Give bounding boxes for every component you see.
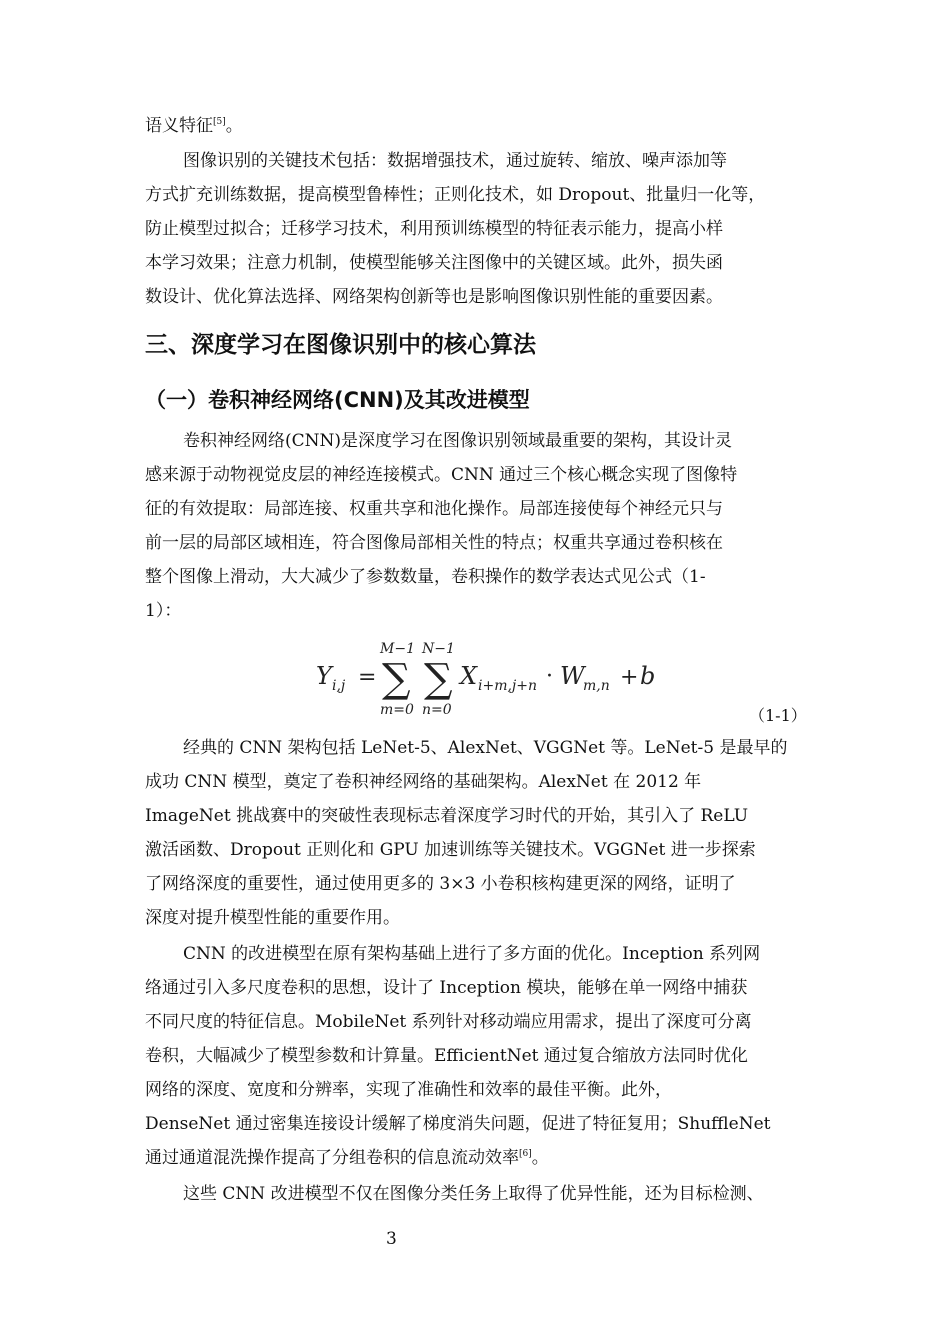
paragraph-line: 防止模型过拟合；迁移学习技术，利用预训练模型的特征表示能力，提高小样 (145, 219, 723, 239)
formula-x: X (460, 662, 478, 690)
text: 语义特征 (145, 116, 213, 136)
formula-b: b (640, 662, 656, 690)
section-heading: 三、深度学习在图像识别中的核心算法 (145, 332, 536, 358)
paragraph-line: 成功 CNN 模型，奠定了卷积神经网络的基础架构。AlexNet 在 2012 年 (145, 772, 702, 792)
sum2-lower: n=0 (422, 702, 452, 718)
sum2-upper: N−1 (422, 641, 455, 657)
subsection-heading: （一）卷积神经网络(CNN)及其改进模型 (145, 388, 530, 412)
formula-equals: = (358, 665, 377, 690)
paragraph-line: 数设计、优化算法选择、网络架构创新等也是影响图像识别性能的重要因素。 (145, 287, 723, 307)
paragraph-line: 方式扩充训练数据，提高模型鲁棒性；正则化技术，如 Dropout、批量归一化等， (145, 185, 766, 205)
paragraph-line: 征的有效提取：局部连接、权重共享和池化操作。局部连接使每个神经元只与 (145, 499, 723, 519)
paragraph-line (145, 114, 243, 138)
paragraph-line: 卷积，大幅减少了模型参数和计算量。EfficientNet 通过复合缩放方法同时优化 (145, 1046, 748, 1066)
formula-w: W (560, 662, 585, 690)
paragraph-line: 激活函数、Dropout 正则化和 GPU 加速训练等关键技术。VGGNet 进一步探索 (145, 840, 756, 860)
paragraph-line: 卷积神经网络(CNN)是深度学习在图像识别领域最重要的架构，其设计灵 (183, 431, 733, 451)
sum1-upper: M−1 (380, 641, 415, 657)
citation-ref: [6] (519, 1149, 532, 1159)
paragraph-line (145, 1146, 549, 1170)
equation-number: （1-1） (749, 706, 807, 725)
equation-formula (300, 636, 680, 720)
paragraph-line: DenseNet 通过密集连接设计缓解了梯度消失问题，促进了特征复用；ShuffleNet (145, 1114, 771, 1134)
paragraph-line: 整个图像上滑动，大大减少了参数数量，卷积操作的数学表达式见公式（1- (145, 567, 706, 587)
formula-lhs: Y (316, 662, 332, 690)
paragraph-line: 经典的 CNN 架构包括 LeNet-5、AlexNet、VGGNet 等。LeNet-5 是最早的 (183, 738, 788, 758)
formula-x-sub: i+m,j+n (478, 678, 538, 694)
paragraph-line: 感来源于动物视觉皮层的神经连接模式。CNN 通过三个核心概念实现了图像特 (145, 465, 738, 485)
paragraph-line: 网络的深度、宽度和分辨率，实现了准确性和效率的最佳平衡。此外， (145, 1080, 672, 1100)
formula-dot: · (546, 664, 553, 689)
paragraph-line: 前一层的局部区域相连，符合图像局部相关性的特点；权重共享通过卷积核在 (145, 533, 723, 553)
text: 通过通道混洗操作提高了分组卷积的信息流动效率 (145, 1148, 519, 1168)
paragraph-line: CNN 的改进模型在原有架构基础上进行了多方面的优化。Inception 系列网 (183, 944, 761, 964)
sum2-sign: ∑ (424, 656, 453, 702)
formula-w-sub: m,n (583, 678, 610, 694)
text: 。 (225, 116, 243, 136)
paragraph-line: 本学习效果；注意力机制，使模型能够关注图像中的关键区域。此外，损失函 (145, 253, 723, 273)
page-number: 3 (386, 1229, 397, 1249)
paragraph-line: 不同尺度的特征信息。MobileNet 系列针对移动端应用需求，提出了深度可分离 (145, 1012, 752, 1032)
paragraph-line: 这些 CNN 改进模型不仅在图像分类任务上取得了优异性能，还为目标检测、 (183, 1184, 764, 1204)
sum1-sign: ∑ (382, 656, 411, 702)
paragraph-line: 了网络深度的重要性，通过使用更多的 3×3 小卷积核构建更深的网络，证明了 (145, 874, 736, 894)
paragraph-line: 图像识别的关键技术包括：数据增强技术，通过旋转、缩放、噪声添加等 (183, 151, 727, 171)
formula-plus: + (620, 665, 639, 690)
formula-lhs-sub: i,j (332, 678, 346, 694)
paragraph-line: 络通过引入多尺度卷积的思想，设计了 Inception 模块，能够在单一网络中捕获 (145, 978, 748, 998)
citation-ref: [5] (213, 117, 226, 127)
text: 。 (531, 1148, 549, 1168)
paragraph-line: 1）： (145, 601, 182, 621)
paragraph-line: 深度对提升模型性能的重要作用。 (145, 908, 400, 928)
paragraph-line: ImageNet 挑战赛中的突破性表现标志着深度学习时代的开始，其引入了 ReLU (145, 806, 749, 826)
sum1-lower: m=0 (380, 702, 414, 718)
